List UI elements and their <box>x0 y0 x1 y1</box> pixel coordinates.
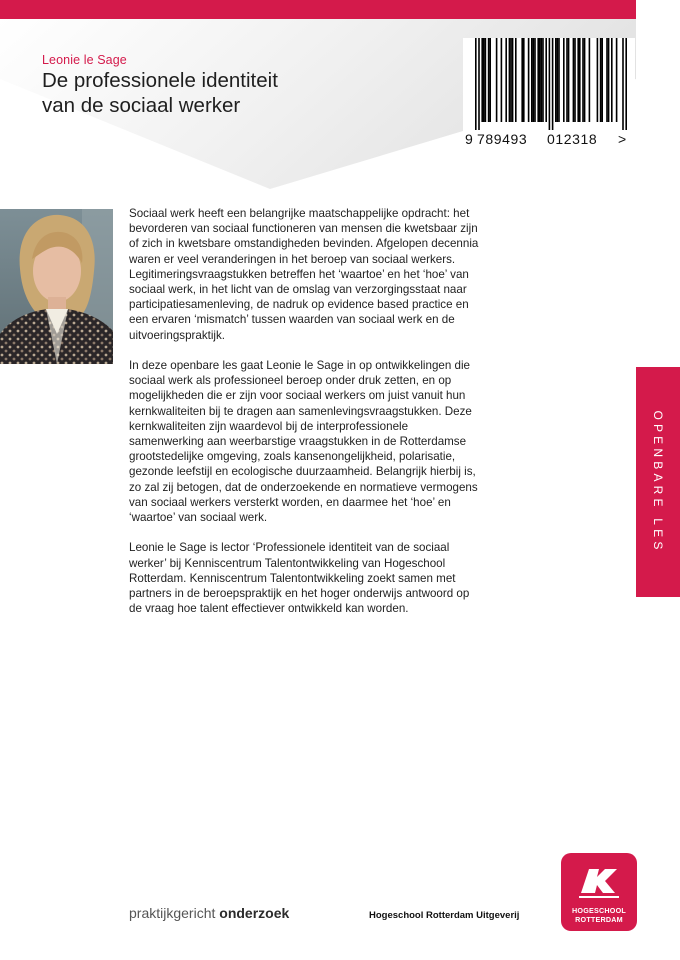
logo-line-2: ROTTERDAM <box>575 915 623 924</box>
isbn-group-1: 789493 <box>477 131 528 147</box>
paragraph-3: Leonie le Sage is lector ‘Professionele identiteit van de sociaal werker’ bij Kenniscentrum Talentontwikkeling van Hogeschool Rotterdam. Kenniscentrum Talentontwikkeling zoekt samen met partners in de beroepspraktijk en het hoger onderwijs antwoord op de vraag hoe talent effectiever ontwikkeld kan worden. <box>129 541 470 616</box>
barcode-bar <box>552 38 554 130</box>
side-tab-label: OPENBARE LES <box>651 410 665 554</box>
barcode-bar <box>509 38 511 122</box>
top-accent-bar <box>0 0 636 19</box>
barcode-bar <box>541 38 543 122</box>
barcode-bar <box>521 38 523 122</box>
barcode-bar <box>523 38 525 122</box>
book-title <box>42 68 402 118</box>
barcode-bar <box>496 38 498 122</box>
logo-mark-icon <box>575 863 623 901</box>
barcode-bar <box>608 38 610 122</box>
barcode-bar <box>601 38 603 122</box>
isbn-arrow: > <box>618 131 627 147</box>
barcode-bar <box>481 38 483 122</box>
barcode-bar <box>534 38 536 122</box>
series-name-light: praktijkgericht <box>129 905 216 921</box>
barcode-bar <box>483 38 485 122</box>
barcode-bar <box>566 38 568 122</box>
barcode-bar <box>568 38 570 122</box>
barcode-bar <box>589 38 591 122</box>
barcode-bar <box>574 38 576 122</box>
barcode-bar <box>515 38 517 122</box>
barcode-bar <box>577 38 579 122</box>
isbn-first-digit: 9 <box>465 131 473 147</box>
barcode-bar <box>555 38 557 122</box>
barcode-bar <box>528 38 530 122</box>
side-tab <box>636 367 680 597</box>
barcode-bar <box>475 38 477 130</box>
barcode-bar <box>600 38 602 122</box>
series-name-bold: onderzoek <box>219 905 290 921</box>
barcode-bar <box>501 38 503 122</box>
author-name: Leonie le Sage <box>42 53 127 67</box>
author-portrait <box>0 209 113 364</box>
paragraph-2: In deze openbare les gaat Leonie le Sage in op ontwikkelingen die sociaal werk als professioneel beroep onder druk zetten, en op mogelijkheden die er zijn voor sociaal werkers om juist vanuit hun kernkwaliteiten bij te dragen aan samenlevingsvraagstukken. Deze kernkwaliteiten zijn waardevol bij de interprofessionele samenwerking aan weerbarstige vraagstukken in de Rotterdamse grootstedelijke omgeving, zoals kansenongelijkheid, polarisatie, gezonde leefstijl en ecologische duurzaamheid. Belangrijk hierbij is, zo zal zij betogen, dat de onderzoekende en normatieve vermogens van sociaal werkers versterkt worden, en daarmee het ‘hoe’ en ‘waartoe’ van sociaal werk. <box>129 359 478 525</box>
barcode-bar <box>542 38 544 122</box>
barcode-bar <box>557 38 559 122</box>
barcode-bar <box>533 38 535 122</box>
title-line-2: van de sociaal werker <box>42 94 241 117</box>
barcode-bar <box>531 38 533 122</box>
barcode-bar <box>611 38 613 122</box>
barcode-bar <box>579 38 581 122</box>
series-name <box>129 905 289 921</box>
barcode-bar <box>478 38 480 130</box>
back-cover-text <box>129 206 485 632</box>
barcode-bar <box>558 38 560 122</box>
barcode-bar <box>573 38 575 122</box>
barcode-bar <box>489 38 491 122</box>
logo-line-1: HOGESCHOOL <box>572 906 626 915</box>
barcode-bar <box>510 38 512 122</box>
barcode-bar <box>512 38 514 122</box>
barcode-bar <box>549 38 551 130</box>
barcode-bar <box>563 38 565 122</box>
barcode-bar <box>505 38 507 122</box>
barcode-bar <box>537 38 539 122</box>
barcode-bar <box>545 38 547 122</box>
publisher-name: Hogeschool Rotterdam Uitgeverij <box>369 910 520 921</box>
hogeschool-rotterdam-logo <box>561 853 637 931</box>
paragraph-1: Sociaal werk heeft een belangrijke maatschappelijke opdracht: het bevorderen van sociaal functioneren van mensen die kwetsbaar zijn of zich in kwetsbare omstandigheden bevinden. Afgelopen decennia waren er veel veranderingen in het beroep van sociaal werkers. Legitimeringsvraagstukken betreffen het ‘waartoe’ en het ‘hoe’ van sociaal werk, in het licht van de omslag van verzorgingsstaat naar participatiesamenleving, de nadruk op evidence based practice en een ervaren ‘mismatch’ tussen waarden van sociaal werk en de uitvoeringspraktijk. <box>129 207 479 342</box>
barcode-bar <box>582 38 584 122</box>
barcode-bar <box>625 38 627 130</box>
barcode-bar <box>606 38 608 122</box>
title-line-1: De professionele identiteit <box>42 69 278 92</box>
barcode-bar <box>485 38 487 122</box>
barcode-bar <box>539 38 541 122</box>
barcode-bar <box>488 38 490 122</box>
barcode-bars <box>463 38 635 130</box>
isbn-group-2: 012318 <box>547 131 598 147</box>
barcode-bar <box>616 38 618 122</box>
isbn-barcode <box>463 38 635 153</box>
barcode-bar <box>584 38 586 122</box>
barcode-bar <box>622 38 624 130</box>
barcode-bar <box>597 38 599 122</box>
